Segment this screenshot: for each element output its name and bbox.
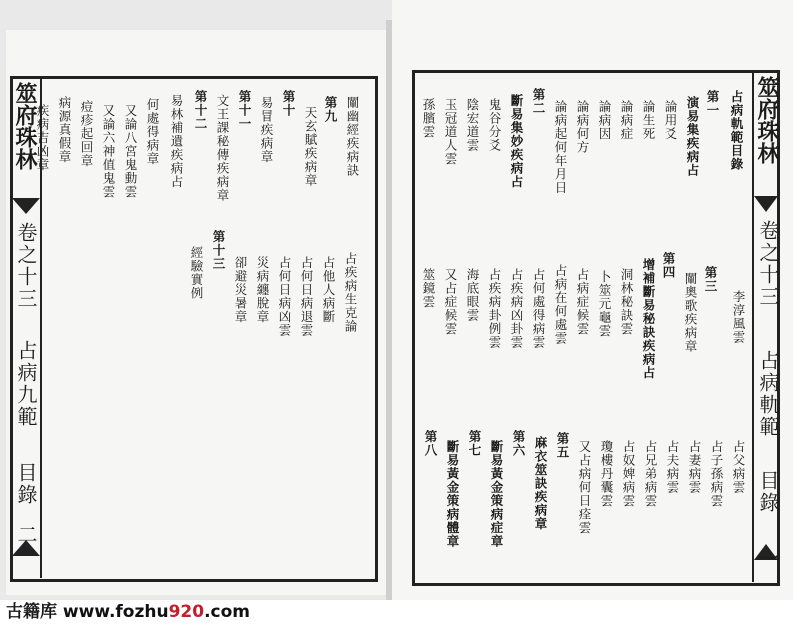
right-lower-14: 斷易黃金策病體章	[445, 440, 460, 548]
right-col-12: 鬼谷分爻	[487, 98, 502, 152]
right-col-1: 占病軌範目錄	[729, 90, 744, 171]
left-col-11: 又論八宮鬼動雲	[123, 104, 138, 199]
right-lower-9: 第五	[555, 432, 570, 459]
right-col-15: 孫臏雲	[421, 98, 436, 139]
watermark-url-prefix: www.fozhu	[57, 602, 169, 622]
left-lower-5: 災病纏脫章	[255, 256, 270, 324]
left-lower-4: 占何日病凶雲	[277, 256, 292, 337]
right-mid-9: 占何處得病雲	[531, 268, 546, 349]
right-col-2: 第一	[705, 90, 720, 117]
left-spine-title: 筮府珠林	[12, 82, 38, 170]
right-mid-12: 海底眼雲	[465, 268, 480, 322]
left-col-15: 疾病吉凶章	[35, 104, 50, 172]
left-col-9: 易林補遺疾病占	[169, 94, 184, 189]
right-lower-11: 第六	[511, 430, 526, 457]
right-author: 李淳風雲	[731, 290, 746, 344]
right-mid-8: 占病在何處雲	[553, 264, 568, 345]
right-lower-3: 占妻病雲	[687, 440, 702, 494]
right-lower-5: 占兄弟病雲	[643, 440, 658, 508]
right-spine-page: 一	[756, 548, 780, 570]
right-col-7: 論病因	[597, 100, 612, 141]
right-lower-10: 麻衣筮訣疾病章	[533, 436, 548, 531]
left-col-7: 文王課秘傳疾病章	[215, 94, 230, 202]
right-lower-15: 第八	[423, 430, 438, 457]
right-col-4: 論用爻	[663, 100, 678, 141]
right-spine-volume: 卷之十三	[756, 220, 780, 308]
right-lower-7: 瓊樓丹囊雲	[599, 440, 614, 508]
right-lower-1: 占父病雲	[731, 440, 746, 494]
left-lower-8: 經驗實例	[189, 246, 204, 300]
left-col-5: 易冒疾病章	[259, 96, 274, 164]
right-col-6: 論病症	[619, 100, 634, 141]
right-mid-1: 第三	[703, 266, 718, 293]
right-mid-3: 第四	[661, 252, 676, 279]
right-lower-8: 又占病何日痊雲	[577, 440, 592, 535]
watermark-site-name: 古籍库	[6, 602, 57, 622]
right-lower-6: 占奴婢病雲	[621, 440, 636, 508]
right-mid-14: 筮鏡雲	[421, 268, 436, 309]
right-lower-13: 第七	[467, 430, 482, 457]
right-spine-title: 筮府珠林	[754, 76, 780, 164]
right-mid-11: 占疾病卦例雲	[487, 268, 502, 349]
right-spine-section: 占病軌範	[756, 350, 780, 438]
right-col-3: 演易集疾病占	[685, 96, 700, 177]
right-mid-4: 增補斷易秘訣疾病占	[641, 258, 656, 380]
left-fishtail-top	[12, 198, 40, 214]
right-mid-13: 又占症候雲	[443, 268, 458, 336]
left-spine-volume: 卷之十三	[14, 222, 38, 310]
right-col-13: 陰宏道雲	[465, 98, 480, 152]
right-col-9: 論病起何年月日	[553, 100, 568, 195]
left-lower-7: 第十三	[211, 230, 226, 271]
right-lower-12: 斷易黃金策病症章	[489, 440, 504, 548]
right-fishtail-top	[754, 196, 778, 212]
left-lower-2: 占他人病斷	[321, 256, 336, 324]
left-col-10: 何處得病章	[145, 98, 160, 166]
right-lower-4: 占夫病雲	[665, 440, 680, 494]
left-lower-1: 占疾病生克論	[343, 252, 358, 333]
left-col-13: 痘疹起回章	[79, 100, 94, 168]
left-col-2: 第九	[323, 96, 338, 123]
right-mid-5: 洞林秘訣雲	[619, 268, 634, 336]
right-col-8: 論病何方	[575, 100, 590, 154]
right-col-11: 斷易集妙疾病占	[509, 94, 524, 189]
watermark-url-suffix: .com	[204, 602, 251, 622]
left-col-1: 闡幽經疾病訣	[345, 96, 360, 177]
right-mid-2: 闡奧歌疾病章	[683, 272, 698, 353]
watermark-url-number: 920	[168, 602, 205, 622]
right-mid-10: 占疾病凶卦雲	[509, 268, 524, 349]
right-col-5: 論生死	[641, 100, 656, 141]
right-lower-2: 占子孫病雲	[709, 440, 724, 508]
left-spine-label: 目錄	[14, 462, 38, 506]
left-lower-6: 卻避災暑章	[233, 256, 248, 324]
right-mid-6: 卜筮元龜雲	[597, 270, 612, 338]
right-col-10: 第二	[531, 88, 546, 115]
right-col-14: 玉冠道人雲	[443, 98, 458, 166]
left-col-8: 第十二	[193, 90, 208, 131]
left-col-3: 天玄賦疾病章	[303, 106, 318, 187]
right-mid-7: 占病症候雲	[575, 268, 590, 336]
left-lower-3: 占何日病退雲	[299, 256, 314, 337]
left-spine-section: 占病九範	[14, 340, 38, 428]
left-col-4: 第十	[281, 90, 296, 117]
right-spine-label: 目錄	[756, 470, 780, 514]
watermark-footer	[0, 600, 793, 624]
left-col-14: 病源真假章	[57, 96, 72, 164]
left-col-12: 又論六神值鬼雲	[101, 104, 116, 199]
left-spine-page: 二	[14, 524, 38, 546]
left-col-6: 第十一	[237, 90, 252, 131]
